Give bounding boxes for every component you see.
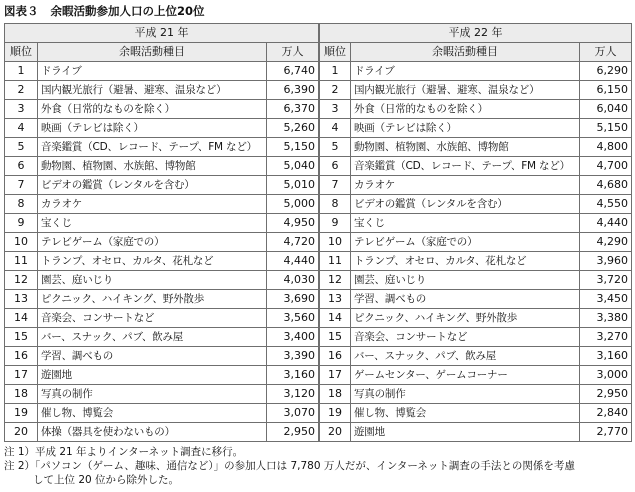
rank-cell: 7 [320, 176, 351, 195]
table-row [320, 81, 632, 100]
rank-column-header: 順位 [320, 43, 351, 62]
value-cell: 5,010 [267, 176, 319, 195]
value-cell: 4,030 [267, 271, 319, 290]
value-cell: 3,270 [580, 328, 632, 347]
rank-cell: 13 [5, 290, 38, 309]
rank-cell: 19 [320, 404, 351, 423]
activity-cell: 動物園、植物園、水族館、博物館 [38, 157, 267, 176]
rank-cell: 3 [5, 100, 38, 119]
rank-cell: 16 [5, 347, 38, 366]
activity-cell: 写真の制作 [351, 385, 580, 404]
value-column-header: 万人 [580, 43, 632, 62]
rank-cell: 17 [5, 366, 38, 385]
activity-cell: 園芸、庭いじり [38, 271, 267, 290]
table-row [320, 214, 632, 233]
table-row [5, 81, 319, 100]
activity-cell: 音楽鑑賞（CD、レコード、テープ、FM など） [38, 138, 267, 157]
value-cell: 2,770 [580, 423, 632, 442]
activity-cell: 催し物、博覧会 [351, 404, 580, 423]
activity-cell: 動物園、植物園、水族館、博物館 [351, 138, 580, 157]
activity-cell: 学習、調べもの [351, 290, 580, 309]
activity-cell: ビデオの鑑賞（レンタルを含む） [351, 195, 580, 214]
table-row [5, 157, 319, 176]
activity-cell: 遊園地 [38, 366, 267, 385]
rank-cell: 4 [5, 119, 38, 138]
footnotes [4, 445, 575, 487]
table-row [5, 366, 319, 385]
activity-column-header: 余暇活動種目 [351, 43, 580, 62]
table-row [5, 252, 319, 271]
table-row [320, 271, 632, 290]
rank-cell: 1 [320, 62, 351, 81]
table-row [5, 214, 319, 233]
table-row [320, 62, 632, 81]
activity-cell: バー、スナック、パブ、飲み屋 [351, 347, 580, 366]
value-cell: 5,150 [580, 119, 632, 138]
activity-cell: 体操（器具を使わないもの） [38, 423, 267, 442]
rank-cell: 4 [320, 119, 351, 138]
footnote-2: 注 2）「パソコン（ゲーム、趣味、通信など）」の参加人口は 7,780 万人だが、インターネット調査の手法との関係を考慮 [4, 460, 575, 472]
activity-cell: 宝くじ [38, 214, 267, 233]
activity-column-header: 余暇活動種目 [38, 43, 267, 62]
activity-cell: ゲームセンター、ゲームコーナー [351, 366, 580, 385]
value-cell: 5,260 [267, 119, 319, 138]
table-row [320, 328, 632, 347]
activity-cell: 宝くじ [351, 214, 580, 233]
rank-cell: 5 [320, 138, 351, 157]
value-cell: 4,700 [580, 157, 632, 176]
value-cell: 3,390 [267, 347, 319, 366]
value-cell: 4,720 [267, 233, 319, 252]
activity-cell: ピクニック、ハイキング、野外散歩 [351, 309, 580, 328]
value-cell: 3,450 [580, 290, 632, 309]
activity-cell: 写真の制作 [38, 385, 267, 404]
value-cell: 3,720 [580, 271, 632, 290]
table-row [5, 195, 319, 214]
activity-cell: 外食（日常的なものを除く） [351, 100, 580, 119]
figure-label: 図表３ [4, 4, 39, 18]
table-2009 [4, 23, 319, 442]
activity-cell: 国内観光旅行（避暑、避寒、温泉など） [38, 81, 267, 100]
activity-cell: カラオケ [38, 195, 267, 214]
activity-cell: 国内観光旅行（避暑、避寒、温泉など） [351, 81, 580, 100]
activity-cell: 園芸、庭いじり [351, 271, 580, 290]
table-row [5, 290, 319, 309]
table-row [5, 176, 319, 195]
activity-cell: 音楽鑑賞（CD、レコード、テープ、FM など） [351, 157, 580, 176]
rank-cell: 5 [5, 138, 38, 157]
activity-cell: ドライブ [351, 62, 580, 81]
rank-cell: 19 [5, 404, 38, 423]
rank-cell: 18 [5, 385, 38, 404]
rank-cell: 9 [320, 214, 351, 233]
rank-cell: 9 [5, 214, 38, 233]
rank-cell: 16 [320, 347, 351, 366]
value-cell: 3,120 [267, 385, 319, 404]
activity-cell: 音楽会、コンサートなど [38, 309, 267, 328]
activity-cell: 催し物、博覧会 [38, 404, 267, 423]
table-row [5, 138, 319, 157]
value-cell: 3,960 [580, 252, 632, 271]
activity-cell: 学習、調べもの [38, 347, 267, 366]
value-cell: 2,950 [267, 423, 319, 442]
table-row [320, 423, 632, 442]
value-cell: 5,150 [267, 138, 319, 157]
table-row [320, 347, 632, 366]
value-cell: 6,290 [580, 62, 632, 81]
rank-cell: 20 [5, 423, 38, 442]
rank-column-header: 順位 [5, 43, 38, 62]
rank-cell: 6 [5, 157, 38, 176]
value-cell: 2,840 [580, 404, 632, 423]
rank-cell: 12 [5, 271, 38, 290]
value-cell: 4,550 [580, 195, 632, 214]
value-cell: 6,390 [267, 81, 319, 100]
activity-cell: 外食（日常的なものを除く） [38, 100, 267, 119]
table-row [320, 138, 632, 157]
rank-cell: 11 [5, 252, 38, 271]
activity-cell: バー、スナック、パブ、飲み屋 [38, 328, 267, 347]
value-cell: 5,040 [267, 157, 319, 176]
value-cell: 6,370 [267, 100, 319, 119]
rank-cell: 1 [5, 62, 38, 81]
rank-cell: 10 [5, 233, 38, 252]
table-row [320, 309, 632, 328]
rank-cell: 2 [320, 81, 351, 100]
value-cell: 3,560 [267, 309, 319, 328]
value-cell: 4,680 [580, 176, 632, 195]
rank-cell: 14 [320, 309, 351, 328]
activity-cell: テレビゲーム（家庭での） [351, 233, 580, 252]
table-row [320, 404, 632, 423]
table-row [5, 62, 319, 81]
rank-cell: 2 [5, 81, 38, 100]
value-cell: 4,440 [267, 252, 319, 271]
rank-cell: 10 [320, 233, 351, 252]
value-cell: 6,150 [580, 81, 632, 100]
figure-title [4, 3, 205, 19]
table-2010 [319, 23, 632, 442]
value-cell: 3,400 [267, 328, 319, 347]
value-cell: 6,740 [267, 62, 319, 81]
activity-cell: テレビゲーム（家庭での） [38, 233, 267, 252]
value-cell: 4,800 [580, 138, 632, 157]
table-row [5, 100, 319, 119]
table-row [5, 271, 319, 290]
value-column-header: 万人 [267, 43, 319, 62]
activity-cell: トランプ、オセロ、カルタ、花札など [351, 252, 580, 271]
rank-cell: 14 [5, 309, 38, 328]
rank-cell: 13 [320, 290, 351, 309]
value-cell: 2,950 [580, 385, 632, 404]
value-cell: 3,070 [267, 404, 319, 423]
rank-cell: 15 [320, 328, 351, 347]
rank-cell: 18 [320, 385, 351, 404]
footnote-2-continued: して上位 20 位から除外した。 [33, 474, 180, 486]
value-cell: 6,040 [580, 100, 632, 119]
table-row [5, 347, 319, 366]
activity-cell: ピクニック、ハイキング、野外散歩 [38, 290, 267, 309]
value-cell: 4,290 [580, 233, 632, 252]
activity-cell: 映画（テレビは除く） [38, 119, 267, 138]
figure-title-text: 余暇活動参加人口の上位20位 [50, 4, 205, 18]
table-row [5, 328, 319, 347]
table-row [5, 309, 319, 328]
rank-cell: 15 [5, 328, 38, 347]
activity-cell: 音楽会、コンサートなど [351, 328, 580, 347]
activity-cell: ドライブ [38, 62, 267, 81]
value-cell: 3,000 [580, 366, 632, 385]
table-row [320, 366, 632, 385]
table-row [320, 100, 632, 119]
rank-cell: 20 [320, 423, 351, 442]
table-row [5, 404, 319, 423]
table-row [5, 385, 319, 404]
rank-cell: 12 [320, 271, 351, 290]
footnote-1: 注 1）平成 21 年よりインターネット調査に移行。 [4, 446, 244, 458]
table-row [320, 233, 632, 252]
table-row [320, 195, 632, 214]
table-row [320, 176, 632, 195]
activity-cell: ビデオの鑑賞（レンタルを含む） [38, 176, 267, 195]
activity-cell: カラオケ [351, 176, 580, 195]
rank-cell: 17 [320, 366, 351, 385]
activity-cell: 映画（テレビは除く） [351, 119, 580, 138]
value-cell: 3,380 [580, 309, 632, 328]
table-row [320, 157, 632, 176]
table-row [5, 423, 319, 442]
table-year-header: 平成 21 年 [5, 24, 319, 43]
rank-cell: 8 [5, 195, 38, 214]
rank-cell: 11 [320, 252, 351, 271]
value-cell: 3,160 [580, 347, 632, 366]
value-cell: 4,440 [580, 214, 632, 233]
rank-cell: 6 [320, 157, 351, 176]
rank-cell: 8 [320, 195, 351, 214]
table-row [320, 252, 632, 271]
rank-cell: 7 [5, 176, 38, 195]
value-cell: 3,160 [267, 366, 319, 385]
table-row [320, 385, 632, 404]
activity-cell: トランプ、オセロ、カルタ、花札など [38, 252, 267, 271]
table-row [320, 119, 632, 138]
table-year-header: 平成 22 年 [320, 24, 632, 43]
table-row [5, 119, 319, 138]
rank-cell: 3 [320, 100, 351, 119]
value-cell: 5,000 [267, 195, 319, 214]
table-row [320, 290, 632, 309]
value-cell: 4,950 [267, 214, 319, 233]
activity-cell: 遊園地 [351, 423, 580, 442]
value-cell: 3,690 [267, 290, 319, 309]
table-row [5, 233, 319, 252]
